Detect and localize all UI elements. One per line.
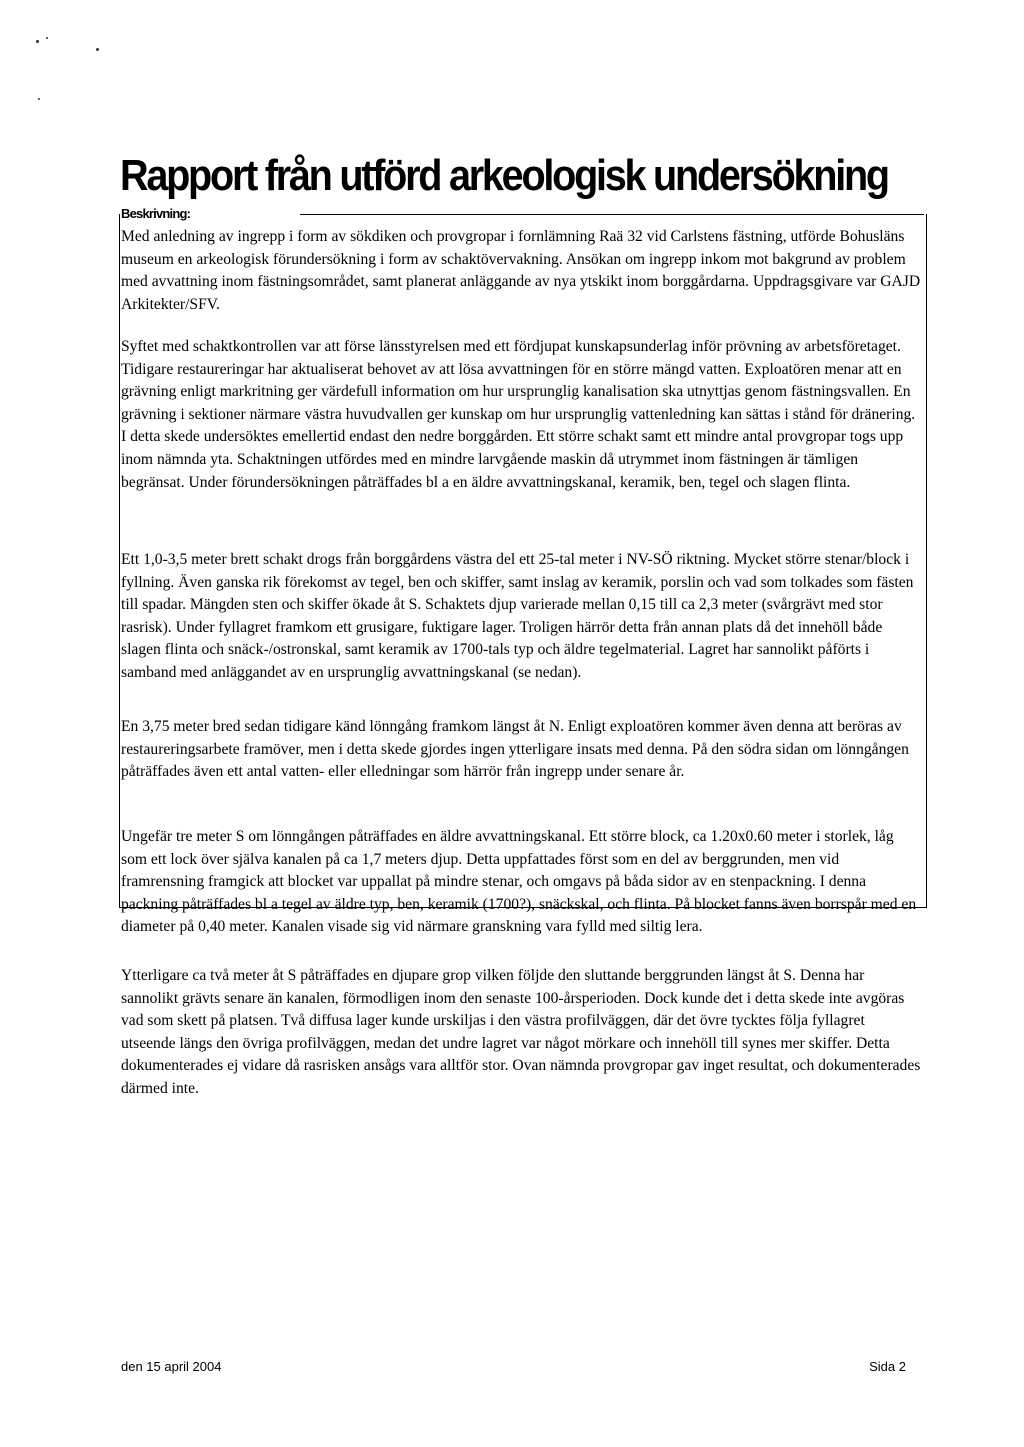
scan-speck: [96, 48, 99, 51]
scan-speck: [36, 40, 39, 43]
paragraph: En 3,75 meter bred sedan tidigare känd lönngång framkom längst åt N. Enligt exploatören kommer även denna att beröras av restaureringsarbete framöver, men i detta skede gjordes ingen ytterligare insats med denna. På den södra sidan om lönngången påträffades även ett antal vatten- eller elledningar som härrör från ingrepp under senare år.: [121, 718, 909, 781]
paragraph: Syftet med schaktkontrollen var att förse länsstyrelsen med ett fördjupat kunskapsunderlag inför prövning av arbetsföretaget. Tidigare restaureringar har aktualiserat behovet av att lösa avvattningen för en större mängd vatten. Exploatören menar att en grävning enligt markritning ger värdefull information om hur ursprunglig kanalisation ska utnyttjas genom fästningsvallen. En grävning i sektioner närmare västra huvudvallen ger kunskap om hur ursprunglig vattenledning kan sättas i stånd för dränering. I detta skede undersöktes emellertid endast den nedre borggården. Ett större schakt samt ett mindre antal provgropar togs upp inom nämnda yta. Schaktningen utfördes med en mindre larvgående maskin då utrymmet inom fästningen är tämligen begränsat. Under förundersökningen påträffades bl a en äldre avvattningskanal, keramik, ben, tegel och slagen flinta.: [121, 338, 916, 491]
scan-speck: [38, 98, 40, 100]
page-title: Rapport från utförd arkeologisk undersökning: [120, 151, 888, 200]
footer-date: den 15 april 2004: [121, 1359, 222, 1374]
paragraph: Med anledning av ingrepp i form av sökdiken och provgropar i fornlämning Raä 32 vid Carlstens fästning, utförde Bohusläns museum en arkeologisk förundersökning i form av schaktövervakning. Ansökan om ingrepp inkom mot bakgrund av problem med avvattning inom fästningsområdet, samt planerat anläggande av nya ytskikt inom borggårdarna. Uppdragsgivare var GAJD Arkitekter/SFV.: [121, 228, 921, 313]
section-label: Beskrivning:: [121, 206, 191, 221]
footer-page-number: Sida 2: [869, 1359, 906, 1374]
paragraph: Ytterligare ca två meter åt S påträffades en djupare grop vilken följde den sluttande berggrunden längst åt S. Denna har sannolikt grävts senare än kanalen, förmodligen inom den senaste 100-årsperioden. Dock kunde det i detta skede inte avgöras vad som skett på platsen. Två diffusa lager kunde urskiljas i den västra profilväggen, där det övre tycktes följa fyllagret utseende längs den övriga profilväggen, medan det undre lagret var något mörkare och innehöll till synes mer skiffer. Detta dokumenterades ej vidare då rasrisken ansågs vara alltför stor. Ovan nämnda provgropar gav inget resultat, och dokumenterades därmed inte.: [121, 967, 921, 1097]
paragraph: Ett 1,0-3,5 meter brett schakt drogs från borggårdens västra del ett 25-tal meter i NV-SÖ riktning. Mycket större stenar/block i fyllning. Även ganska rik förekomst av tegel, ben och skiffer, samt inslag av keramik, porslin och vad som tolkades som fästen till spadar. Mängden sten och skiffer ökade åt S. Schaktets djup varierade mellan 0,15 till ca 2,3 meter (svårgrävt med stor rasrisk). Under fyllagret framkom ett grusigare, fuktigare lager. Troligen härrör detta från annan plats då det innehöll både slagen flinta och snäck-/ostronskal, samt keramik av 1700-tals typ och äldre tegelmaterial. Lagret har sannolikt påförts i samband med anläggandet av en ursprunglig avvattningskanal (se nedan).: [121, 551, 914, 681]
scan-speck: [46, 37, 48, 39]
paragraph: Ungefär tre meter S om lönngången påträffades en äldre avvattningskanal. Ett större block, ca 1.20x0.60 meter i storlek, låg som ett lock över själva kanalen på ca 1,7 meters djup. Detta uppfattades först som en del av berggrunden, men vid framrensning framgick att blocket var uppallat på mindre stenar, och omgavs på båda sidor av en stenpackning. I denna packning påträffades bl a tegel av äldre typ, ben, keramik (1700?), snäckskal, och flinta. På blocket fanns även borrspår med en diameter på 0,40 meter. Kanalen visade sig vid närmare granskning vara fylld med siltig lera.: [121, 828, 917, 936]
